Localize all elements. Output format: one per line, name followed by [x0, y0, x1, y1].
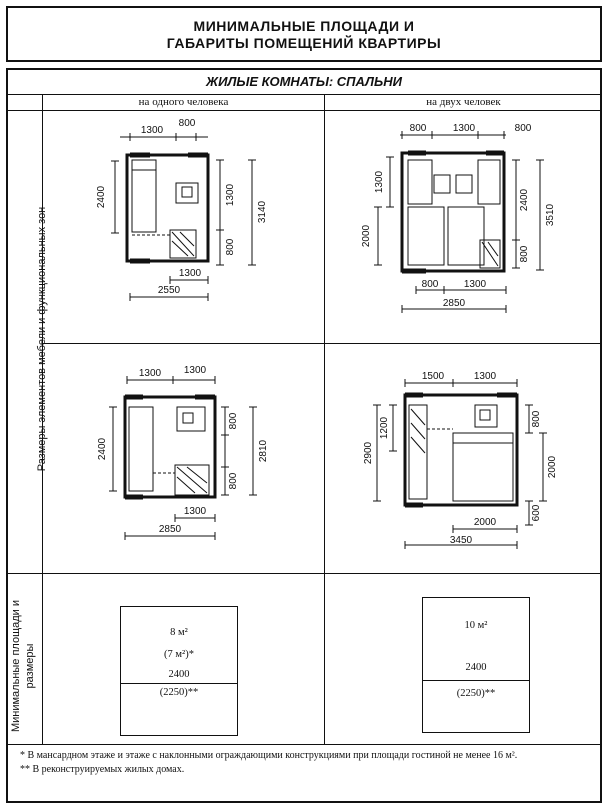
dim-label: 1300: [452, 123, 476, 134]
area-box-two-persons: [422, 597, 530, 733]
row-label-furniture: Размеры элементов мебели и функциональных зон: [36, 206, 48, 472]
dim-label: 1200: [379, 416, 390, 440]
divider: [42, 343, 602, 344]
dim-label: 800: [519, 245, 530, 263]
dim-label: 800: [228, 412, 239, 430]
floor-plan-two-persons-a: [360, 115, 570, 325]
dimension-value: 2400: [168, 669, 190, 680]
dim-label: 2810: [258, 439, 269, 463]
dim-label: 800: [228, 472, 239, 490]
dim-label: 1300: [183, 365, 207, 376]
area-value-alt: (7 м²)*: [164, 649, 194, 660]
area-value: 8 м²: [170, 627, 188, 638]
dim-label: 2400: [97, 437, 108, 461]
divider: [324, 94, 325, 744]
section-heading: ЖИЛЫЕ КОМНАТЫ: СПАЛЬНИ: [206, 74, 402, 89]
divider: [6, 573, 602, 574]
dim-label: 3450: [449, 535, 473, 546]
dim-label: 2900: [363, 441, 374, 465]
footnote-1: * В мансардном этаже и этаже с наклонными ограждающими конструкциями при площади гостиной не менее 16 м².: [20, 750, 518, 761]
floor-plan-one-person-a: [90, 115, 290, 310]
dim-label: 2400: [519, 188, 530, 212]
dimension-value: 2400: [465, 662, 487, 673]
floor-plan-one-person-b: [95, 355, 295, 555]
dim-label: 2000: [547, 455, 558, 479]
divider: [6, 110, 602, 111]
area-box-one-person: [120, 606, 238, 736]
dimension-value-alt: (2250)**: [456, 688, 496, 699]
dim-label: 1300: [225, 183, 236, 207]
dim-label: 1500: [421, 371, 445, 382]
dim-label: 1300: [463, 279, 487, 290]
dim-label: 1300: [473, 371, 497, 382]
column-header-two-persons: на двух человек: [426, 96, 501, 108]
dim-label: 800: [178, 118, 196, 129]
dim-label: 800: [421, 279, 439, 290]
dim-label: 2000: [361, 224, 372, 248]
dim-label: 1300: [374, 170, 385, 194]
dim-label: 800: [531, 410, 542, 428]
footnotes: [6, 744, 602, 802]
dim-label: 3140: [257, 200, 268, 224]
dim-label: 1300: [140, 125, 164, 136]
dim-label: 1300: [178, 268, 202, 279]
dim-label: 2550: [157, 285, 181, 296]
dim-label: 2850: [442, 298, 466, 309]
dim-label: 800: [514, 123, 532, 134]
dimension-line: [121, 683, 237, 684]
column-header-one-person: на одного человека: [138, 96, 229, 108]
dim-label: 1300: [138, 368, 162, 379]
dim-label: 800: [409, 123, 427, 134]
row-label-area: Минимальные площади и размеры: [10, 599, 36, 733]
dim-label: 2850: [158, 524, 182, 535]
dimension-line: [423, 680, 529, 681]
area-value: 10 м²: [464, 620, 488, 631]
dim-label: 1300: [183, 506, 207, 517]
dim-label: 2000: [473, 517, 497, 528]
title-line-1: МИНИМАЛЬНЫЕ ПЛОЩАДИ И: [193, 18, 415, 34]
dimension-value-alt: (2250)**: [159, 687, 199, 698]
page-title: [6, 6, 602, 62]
floor-plan-two-persons-b: [365, 365, 575, 555]
dim-label: 3510: [545, 203, 556, 227]
dim-label: 600: [531, 504, 542, 522]
footnote-2: ** В реконструируемых жилых домах.: [20, 764, 185, 775]
dim-label: 2400: [96, 185, 107, 209]
title-line-2: ГАБАРИТЫ ПОМЕЩЕНИЙ КВАРТИРЫ: [166, 35, 442, 51]
dim-label: 800: [225, 238, 236, 256]
